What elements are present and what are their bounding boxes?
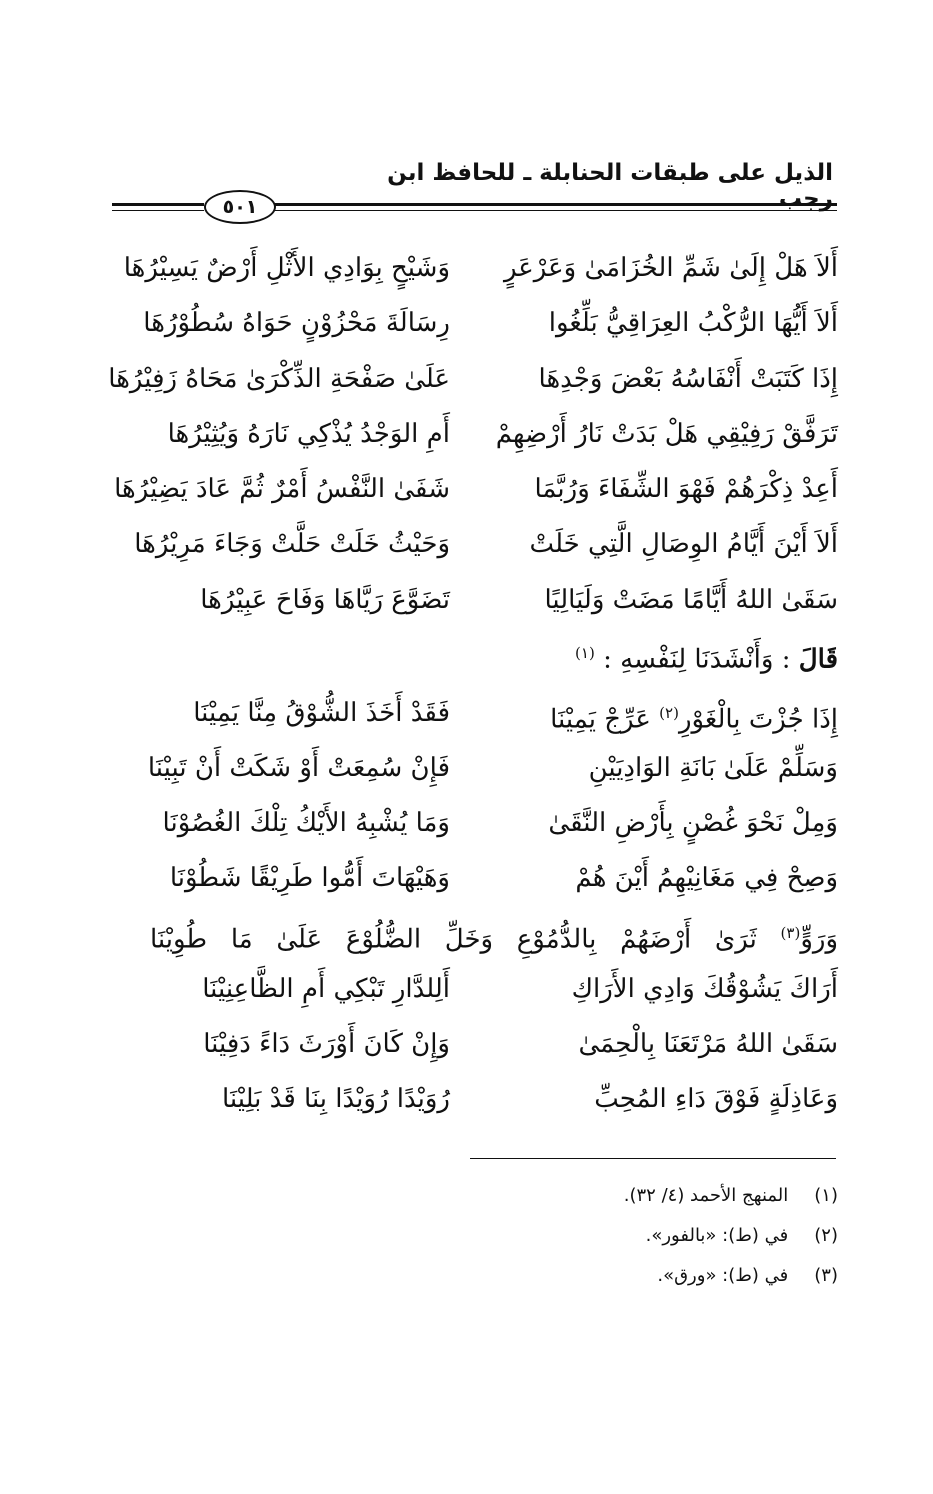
second-hemistich: وَمَا يُشْبِهُ الأَيْكُ تِلْكَ الغُصُوْنَا xyxy=(162,808,450,838)
header-rule-left-thin xyxy=(112,210,204,211)
first-hemistich: وَصِحْ فِي مَغَانِيْهِمُ أَيْنَ هُمْ xyxy=(575,863,838,893)
second-hemistich: وَشَيْحٍ بِوَادِي الأَثْلِ أَرْضٌ يَسِيْرُهَا xyxy=(123,253,450,283)
footnote-text: في (ط): «بالفور». xyxy=(645,1225,789,1246)
footnote-number: (١) xyxy=(814,1185,838,1206)
first-hemistich xyxy=(503,686,838,747)
verse-line xyxy=(147,741,838,795)
verse-line xyxy=(150,796,838,850)
intro-keyword: قَالَ xyxy=(798,644,838,675)
footnote-number: (٢) xyxy=(814,1225,838,1246)
verse-part: وَرَوٍّ xyxy=(800,924,838,955)
footnote xyxy=(138,1216,838,1256)
hemistich-part: إِذَا جُزْتَ بِالْغَوْرِ xyxy=(678,704,838,735)
verse-line xyxy=(143,296,838,350)
second-hemistich: تَضَوَّعَ رَيَّاهَا وَفَاحَ عَبِيْرُهَا xyxy=(200,585,450,615)
footnote-ref: (٣) xyxy=(780,924,801,942)
first-hemistich: أَلاَ هَلْ إِلَىٰ شَمِّ الخُزَامَىٰ وَعَرْعَرٍ xyxy=(503,253,838,283)
second-hemistich: فَقَدْ أَخَذَ الشُّوْقُ مِنَّا يَمِيْنَا xyxy=(193,698,450,728)
second-hemistich: رِسَالَةَ مَحْزُوْنٍ حَوَاهُ سُطُوْرُهَا xyxy=(143,308,450,338)
first-hemistich: تَرَفَّقْ رَفِيْقِي هَلْ بَدَتْ نَارُ أَرْضِهِمْ xyxy=(495,419,838,449)
footnote-text: المنهج الأحمد (٤/ ٣٢). xyxy=(623,1185,789,1206)
verse-line xyxy=(150,686,838,740)
full-width-verse xyxy=(150,906,838,967)
running-title: الذيل على طبقات الحنابلة ـ للحافظ ابن رجب xyxy=(387,160,833,212)
page-number: ٥٠١ xyxy=(204,190,276,224)
first-hemistich: سَقَىٰ اللهُ مَرْتَعَنَا بِالْحِمَىٰ xyxy=(578,1029,838,1059)
verse-line xyxy=(150,962,838,1016)
second-hemistich: شَفَىٰ النَّفْسُ أَمْرٌ ثُمَّ عَادَ يَضِيْرُهَا xyxy=(114,474,450,504)
verse-line xyxy=(150,1017,838,1071)
verse-line xyxy=(108,352,838,406)
footnote-ref: (٢) xyxy=(659,704,679,722)
footnote xyxy=(138,1256,838,1296)
first-hemistich: أَلاَ أَيْنَ أَيَّامُ الوِصَالِ الَّتِي خَلَتْ xyxy=(529,529,838,559)
verse-line xyxy=(150,573,838,627)
footnote-ref: (١) xyxy=(575,644,595,662)
second-hemistich: فَإِنْ سُمِعَتْ أَوْ شَكَتْ أَنْ تَبِيْنَا xyxy=(147,753,450,783)
verse-line xyxy=(150,1072,838,1126)
hemistich-part: عَرِّجْ يَمِيْنَا xyxy=(550,704,660,735)
header-rule-right-thin xyxy=(272,210,837,211)
intro-line xyxy=(238,628,838,685)
verse-line xyxy=(114,462,838,516)
verse-line xyxy=(150,851,838,905)
first-hemistich: وَعَاذِلَةٍ فَوْقَ دَاءِ المُحِبِّ xyxy=(594,1084,838,1114)
second-hemistich: وَإِنْ كَانَ أَوْرَثَ دَاءً دَفِيْنَا xyxy=(203,1029,450,1059)
second-hemistich: أَمِ الوَجْدُ يُذْكِي نَارَهُ وَيُثِيْرُهَا xyxy=(167,419,450,449)
first-hemistich: وَمِلْ نَحْوَ غُصْنٍ بِأَرْضِ النَّقَىٰ xyxy=(548,808,838,838)
verse-line xyxy=(134,517,838,571)
verse-part: ثَرَىٰ أَرْضَهُمْ بِالدُّمُوْعِ وَخَلِّ الضُّلُوْعَ عَلَىٰ مَا طُوِيْنَا xyxy=(150,924,781,955)
verse-line xyxy=(150,407,838,461)
first-hemistich: أَعِدْ ذِكْرَهُمْ فَهْوَ الشِّفَاءَ وَرُبَّمَا xyxy=(534,474,838,504)
footnote xyxy=(138,1176,838,1216)
header-rule-left-thick xyxy=(112,203,204,206)
first-hemistich: أَرَاكَ يَشُوْقُكَ وَادِي الأَرَاكِ xyxy=(571,974,838,1004)
first-hemistich: إِذَا كَتَبَتْ أَنْفَاسُهُ بَعْضَ وَجْدِهَا xyxy=(538,364,838,394)
first-hemistich: أَلاَ أَيُّهَا الرُّكْبُ العِرَاقِيُّ بَلِّغُوا xyxy=(548,308,838,338)
header-rule-right-thick xyxy=(272,203,837,206)
second-hemistich: عَلَىٰ صَفْحَةِ الذِّكْرَىٰ مَحَاهُ زَفِيْرُهَا xyxy=(108,364,450,394)
footnote-text: في (ط): «ورق». xyxy=(657,1265,789,1286)
second-hemistich: وَهَيْهَاتَ أَمُّوا طَرِيْقًا شَطُوْنَا xyxy=(169,863,450,893)
first-hemistich: سَقَىٰ اللهُ أَيَّامًا مَضَتْ وَلَيَالِيًا xyxy=(544,585,838,615)
footnote-number: (٣) xyxy=(814,1265,838,1286)
verse-line xyxy=(123,241,838,295)
second-hemistich: رُوَيْدًا رُوَيْدًا بِنَا قَدْ بَلِيْنَا xyxy=(221,1084,450,1114)
intro-text: : وَأَنْشَدَنَا لِنَفْسِهِ : xyxy=(603,644,791,675)
footnote-separator xyxy=(470,1158,836,1159)
first-hemistich: وَسَلِّمْ عَلَىٰ بَانَةِ الوَادِيَيْنِ xyxy=(588,753,838,783)
second-hemistich: وَحَيْثُ خَلَتْ حَلَّتْ وَجَاءَ مَرِيْرُهَا xyxy=(134,529,450,559)
second-hemistich: أَلِلدَّارِ تَبْكِي أَمِ الظَّاعِنِيْنَا xyxy=(202,974,450,1004)
footnotes xyxy=(138,1176,838,1296)
